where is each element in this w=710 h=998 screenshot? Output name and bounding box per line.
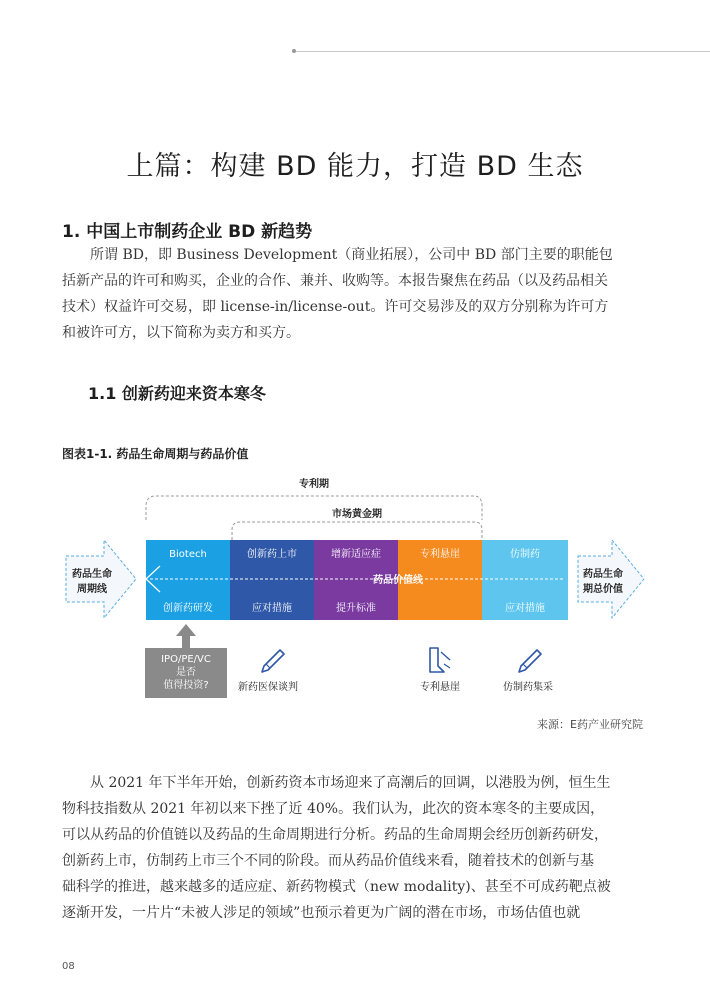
paragraph-line: 括新产品的许可和购买，企业的合作、兼并、收购等。本报告聚焦在药品（以及药品相关	[62, 273, 608, 289]
right-arrow-label-1: 药品生命	[583, 569, 623, 580]
golden-bracket	[232, 522, 482, 540]
patent-bracket	[146, 496, 482, 520]
stage-label-generic: 仿制药	[510, 549, 540, 560]
figure-caption: 图表1-1. 药品生命周期与药品价值	[62, 447, 249, 461]
paragraph-line: 从 2021 年下半年开始，创新药资本市场迎来了高潮后的回调，以港股为例，恒生生	[90, 775, 611, 791]
right-arrow-label-2: 期总价值	[583, 584, 623, 595]
body-paragraph	[62, 770, 648, 926]
left-arrow-label-1: 药品生命	[72, 569, 112, 580]
stage-sub-biotech: 创新药研发	[163, 603, 213, 614]
paragraph-line: 创新药上市，仿制药上市三个不同的阶段。而从药品价值线来看，随着技术的创新与基	[62, 853, 594, 869]
pen-nib-icon	[519, 650, 541, 672]
figure-source: 来源：E药产业研究院	[537, 718, 643, 731]
investment-line-1: IPO/PE/VC	[161, 654, 211, 665]
stage-label-biotech: Biotech	[169, 549, 207, 560]
paragraph-line: 物科技指数从 2021 年初以来下挫了近 40%。我们认为，此次的资本寒冬的主要成因，	[62, 801, 605, 817]
paragraph-line: 技术）权益许可交易，即 license-in/license-out。许可交易涉及的双方分别称为许可方	[62, 299, 609, 315]
investment-line-3: 值得投资?	[163, 680, 209, 691]
left-arrow-label-2: 周期线	[77, 584, 107, 595]
stage-label-cliff: 专利悬崖	[420, 549, 460, 560]
paragraph-line: 可以从药品的价值链以及药品的生命周期进行分析。药品的生命周期会经历创新药研发，	[62, 827, 608, 843]
stage-label-indication: 增新适应症	[331, 549, 381, 560]
stage-sub-indication: 提升标准	[336, 603, 376, 614]
stage-sub-launch: 应对措施	[252, 603, 292, 614]
golden-label: 市场黄金期	[332, 509, 382, 520]
patent-label: 专利期	[299, 479, 329, 490]
icon-label-negotiation: 新药医保谈判	[238, 682, 298, 693]
paragraph-line: 础科学的推进，越来越多的适应症、新药物模式（new modality)、甚至不可成药靶点被	[62, 879, 611, 895]
value-line-label: 药品价值线	[373, 575, 423, 586]
page-title: 上篇：构建 BD 能力，打造 BD 生态	[126, 151, 584, 182]
section-heading-1: 1. 中国上市制药企业 BD 新趋势	[62, 222, 313, 242]
stage-label-launch: 创新药上市	[247, 549, 297, 560]
up-arrow-icon	[176, 624, 196, 648]
cliff-icon	[430, 648, 450, 672]
paragraph-line: 逐渐开发，一片片“未被人涉足的领域”也预示着更为广阔的潜在市场，市场估值也就	[62, 905, 581, 921]
icon-label-cliff: 专利悬崖	[420, 682, 460, 693]
icon-label-procurement: 仿制药集采	[503, 682, 553, 693]
page-number: 08	[62, 961, 75, 972]
pen-nib-icon	[262, 650, 284, 672]
investment-line-2: 是否	[176, 667, 196, 678]
section-heading-1-1: 1.1 创新药迎来资本寒冬	[88, 384, 266, 403]
stage-sub-generic: 应对措施	[505, 603, 545, 614]
paragraph-line: 所谓 BD，即 Business Development（商业拓展），公司中 BD 部门主要的职能包	[90, 247, 613, 263]
paragraph-line: 和被许可方，以下简称为卖方和买方。	[62, 325, 300, 341]
